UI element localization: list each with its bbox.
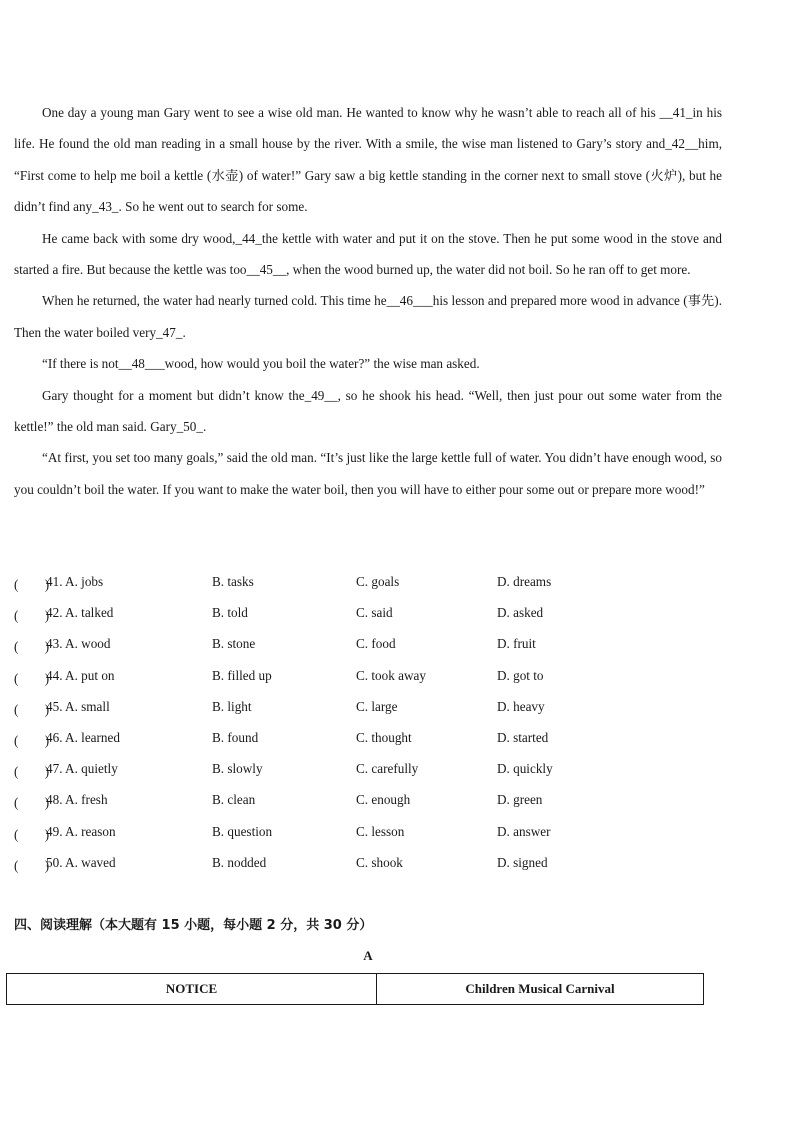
option-c: C. thought xyxy=(356,729,412,745)
question-row xyxy=(14,629,734,660)
option-b: B. stone xyxy=(212,636,256,652)
option-c: C. shook xyxy=(356,854,403,870)
option-b: B. found xyxy=(212,729,259,745)
table-cell-carnival: Children Musical Carnival xyxy=(377,974,704,1005)
option-c: C. took away xyxy=(356,667,426,683)
passage-paragraph: “If there is not__48___wood, how would you boil the water?” the wise man asked. xyxy=(42,356,480,372)
option-c: C. lesson xyxy=(356,823,405,839)
question-row xyxy=(14,848,734,879)
option-a: 46. A. learned xyxy=(46,729,120,745)
option-c: C. enough xyxy=(356,792,411,808)
option-a: 43. A. wood xyxy=(46,636,111,652)
part-label: A xyxy=(363,948,373,963)
answer-blank: ( ) xyxy=(14,670,50,686)
option-d: D. started xyxy=(497,729,549,745)
answer-blank: ( ) xyxy=(14,732,50,748)
option-a: 41. A. jobs xyxy=(46,574,104,589)
question-row xyxy=(14,567,734,598)
option-b: B. clean xyxy=(212,792,256,808)
question-row xyxy=(14,598,734,629)
option-a: 47. A. quietly xyxy=(46,761,118,777)
answer-blank: ( ) xyxy=(14,826,50,842)
passage-paragraph: Gary thought for a moment but didn’t know the_49__, so he shook his head. “Well, then just pour out some water from the kettle!” the old man said. Gary_50_. xyxy=(14,387,722,435)
answer-blank: ( ) xyxy=(14,857,50,873)
option-a: 50. A. waved xyxy=(46,854,116,870)
question-row xyxy=(14,723,734,754)
option-d: D. answer xyxy=(497,823,551,839)
option-c: C. carefully xyxy=(356,761,419,777)
option-d: D. got to xyxy=(497,667,544,683)
answer-blank: ( ) xyxy=(14,608,50,624)
option-c: C. food xyxy=(356,636,396,652)
option-b: B. tasks xyxy=(212,574,254,589)
answer-blank: ( ) xyxy=(14,795,50,811)
option-c: C. said xyxy=(356,605,393,621)
answer-blank: ( ) xyxy=(14,701,50,717)
option-d: D. asked xyxy=(497,605,544,621)
option-d: D. green xyxy=(497,792,543,808)
option-b: B. question xyxy=(212,823,273,839)
option-d: D. fruit xyxy=(497,636,536,652)
question-row xyxy=(14,754,734,785)
option-d: D. heavy xyxy=(497,698,545,714)
option-b: B. light xyxy=(212,698,252,714)
question-row xyxy=(14,692,734,723)
question-row xyxy=(14,661,734,692)
passage-paragraph: “At first, you set too many goals,” said the old man. “It’s just like the large kettle full of water. You didn’t have enough wood, so you couldn’t boil the water. If you want to make the water boil, then you will have to either pour some out or prepare more wood!” xyxy=(14,450,722,497)
answer-blank: ( ) xyxy=(14,764,50,780)
option-b: B. told xyxy=(212,605,248,621)
option-a: 44. A. put on xyxy=(46,667,115,683)
option-a: 48. A. fresh xyxy=(46,792,108,808)
option-d: D. quickly xyxy=(497,761,553,777)
passage-paragraph: He came back with some dry wood,_44_the kettle with water and put it on the stove. Then he put some wood in the stove and started a fire. But because the kettle was too__45__, when the wood burned up, the water did not boil. So he ran off to get more. xyxy=(14,230,722,278)
table-row xyxy=(7,974,704,1005)
answer-options xyxy=(14,567,734,879)
option-a: 42. A. talked xyxy=(46,605,114,621)
option-b: B. slowly xyxy=(212,761,263,777)
answer-blank: ( ) xyxy=(14,639,50,655)
question-row xyxy=(14,817,734,848)
answer-blank: ( ) xyxy=(14,577,50,592)
notice-table xyxy=(6,973,704,1005)
option-b: B. nodded xyxy=(212,854,267,870)
cloze-passage xyxy=(14,97,722,505)
option-c: C. goals xyxy=(356,574,400,589)
option-c: C. large xyxy=(356,698,398,714)
question-row xyxy=(14,785,734,816)
option-b: B. filled up xyxy=(212,667,272,683)
option-a: 45. A. small xyxy=(46,698,110,714)
option-a: 49. A. reason xyxy=(46,823,116,839)
option-d: D. dreams xyxy=(497,574,552,589)
option-d: D. signed xyxy=(497,854,548,870)
passage-paragraph: When he returned, the water had nearly turned cold. This time he__46___his lesson and prepared more wood in advance (事先). Then the water boiled very_47_. xyxy=(14,293,722,340)
table-cell-notice: NOTICE xyxy=(7,974,377,1005)
section-heading: 四、阅读理解（本大题有 15 小题，每小题 2 分，共 30 分） xyxy=(14,918,373,933)
passage-paragraph: One day a young man Gary went to see a wise old man. He wanted to know why he wasn’t able to reach all of his __41_in his life. He found the old man reading in a small house by the river. With a smile, the wise man listened to Gary’s story and_42__him, “First come to help me boil a kettle (水壶) of water!” Gary saw a big kettle standing in the corner next to small stove (火炉), but he didn’t find any_43_. So he went out to search for some. xyxy=(14,105,722,215)
